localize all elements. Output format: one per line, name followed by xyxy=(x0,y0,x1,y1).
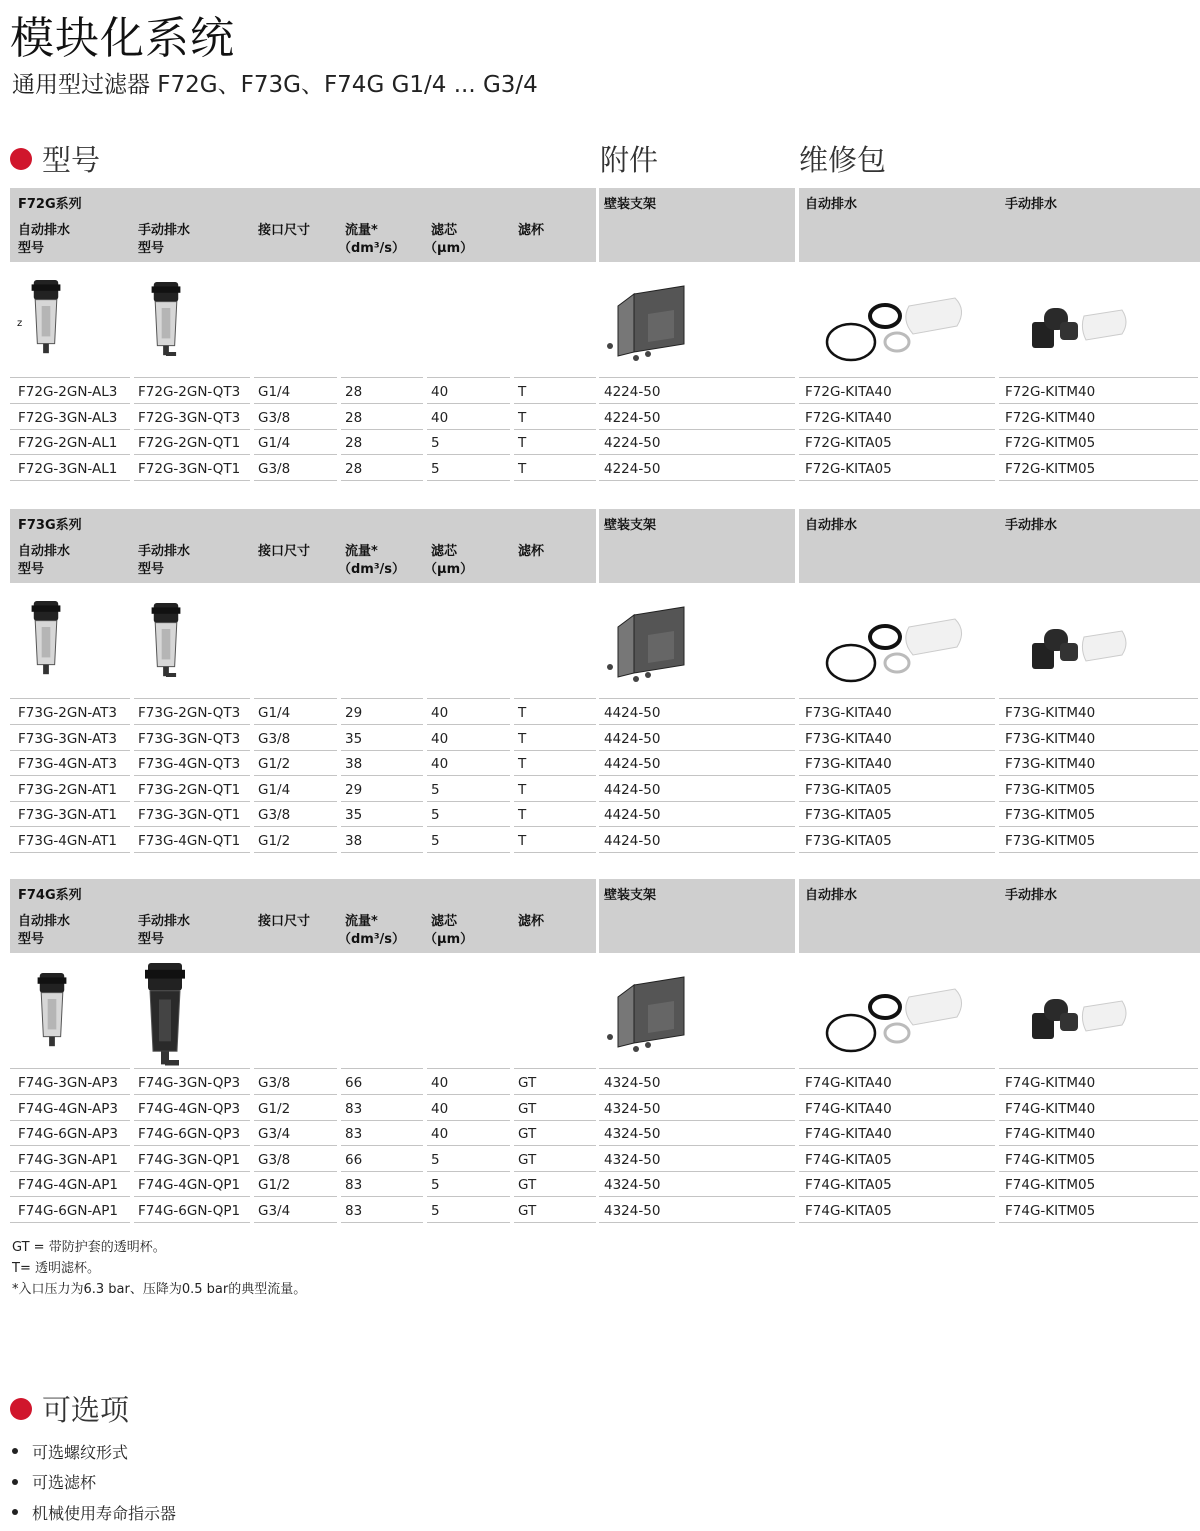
table-cell: 40 xyxy=(431,1126,449,1143)
table-cell: GT xyxy=(518,1100,537,1117)
table-cell: F74G-3GN-QP3 xyxy=(138,1075,241,1091)
table-cell: F74G-6GN-QP1 xyxy=(138,1203,241,1219)
table-row xyxy=(0,455,1200,481)
table-cell: F74G-KITA40 xyxy=(805,1126,892,1143)
manual-drain-filter-icon xyxy=(148,601,184,681)
table-cell: F73G-KITM05 xyxy=(1005,833,1096,849)
table-cell: 40 xyxy=(431,1075,449,1091)
table-cell: F73G-KITM05 xyxy=(1005,781,1096,798)
rule-segment xyxy=(514,480,596,481)
table-row xyxy=(0,801,1200,827)
table-cell: G1/4 xyxy=(258,705,291,721)
table-cell: F74G-6GN-QP3 xyxy=(138,1126,241,1143)
table-cell: F72G-3GN-QT1 xyxy=(138,460,241,477)
table-cell: 83 xyxy=(345,1100,363,1117)
table-cell: GT xyxy=(518,1203,537,1219)
red-dot-icon xyxy=(10,1398,32,1420)
table-cell: F72G-2GN-QT1 xyxy=(138,435,241,452)
col-header-element: 滤芯 xyxy=(431,544,458,559)
rule-segment xyxy=(599,852,795,853)
table-cell: 5 xyxy=(431,807,440,824)
page-subtitle: 通用型过滤器 F72G、F73G、F74G G1/4 ... G3/4 xyxy=(12,72,538,98)
table-row xyxy=(0,776,1200,802)
col-header-manual-kit: 手动排水 xyxy=(1005,518,1058,533)
rule-segment xyxy=(134,1222,250,1223)
col-header-flow: 流量* xyxy=(345,223,378,238)
table-cell: 28 xyxy=(345,460,363,477)
table-cell: F73G-KITM40 xyxy=(1005,705,1096,721)
table-cell: F74G-4GN-QP3 xyxy=(138,1100,241,1117)
table-cell: 5 xyxy=(431,1203,440,1219)
red-dot-icon xyxy=(10,148,32,170)
section-options xyxy=(10,1388,129,1429)
col-header-manual-kit: 手动排水 xyxy=(1005,888,1058,903)
rule-segment xyxy=(341,1222,423,1223)
table-cell: 4224-50 xyxy=(604,435,661,452)
rule-segment xyxy=(514,852,596,853)
col-header-manual-drain-model: 型号 xyxy=(138,241,165,256)
table-cell: F72G-KITA05 xyxy=(805,460,892,477)
col-header-element-unit: （μm） xyxy=(424,241,474,256)
table-row xyxy=(0,378,1200,404)
option-label: 可选滤杯 xyxy=(32,1473,97,1493)
col-header-manual-drain-model: 型号 xyxy=(138,932,165,947)
table-row xyxy=(0,1146,1200,1172)
table-cell: F72G-KITM05 xyxy=(1005,435,1096,452)
table-cell: F74G-4GN-QP1 xyxy=(138,1177,241,1194)
col-header-bowl: 滤杯 xyxy=(518,914,545,929)
series-name: F73G系列 xyxy=(18,518,82,533)
table-cell: F73G-2GN-QT3 xyxy=(138,705,241,721)
rule-segment xyxy=(254,480,337,481)
table-cell: F74G-4GN-AP1 xyxy=(18,1177,118,1194)
table-cell: T xyxy=(518,705,527,721)
table-cell: F73G-KITA05 xyxy=(805,833,892,849)
table-cell: F74G-KITM05 xyxy=(1005,1151,1096,1168)
rule-segment xyxy=(341,852,423,853)
manual-drain-kit-icon xyxy=(1030,298,1130,358)
col-header-bowl: 滤杯 xyxy=(518,223,545,238)
table-cell: F73G-KITA40 xyxy=(805,730,892,747)
rule-segment xyxy=(999,1222,1198,1223)
table-row xyxy=(0,699,1200,725)
table-cell: 40 xyxy=(431,409,449,426)
col-header-manual-drain: 手动排水 xyxy=(138,223,191,238)
options-list xyxy=(12,1436,176,1528)
table-cell: G3/8 xyxy=(258,460,291,477)
table-cell: F74G-KITM40 xyxy=(1005,1100,1096,1117)
table-cell: G3/8 xyxy=(258,1075,291,1091)
auto-drain-filter-icon xyxy=(34,971,70,1051)
table-cell: F72G-3GN-AL1 xyxy=(18,460,118,477)
table-cell: F73G-KITA05 xyxy=(805,781,892,798)
table-cell: G1/4 xyxy=(258,384,291,400)
table-row xyxy=(0,725,1200,751)
table-cell: 35 xyxy=(345,730,363,747)
table-cell: 35 xyxy=(345,807,363,824)
col-header-manual-kit: 手动排水 xyxy=(1005,197,1058,212)
table-cell: T xyxy=(518,833,527,849)
table-cell: 40 xyxy=(431,730,449,747)
table-cell: 29 xyxy=(345,705,363,721)
table-cell: G1/2 xyxy=(258,1177,291,1194)
table-cell: 5 xyxy=(431,833,440,849)
table-cell: 5 xyxy=(431,781,440,798)
table-top-rule xyxy=(0,1043,1200,1069)
table-cell: F73G-3GN-AT1 xyxy=(18,807,118,824)
table-cell: 40 xyxy=(431,1100,449,1117)
table-cell: 5 xyxy=(431,435,440,452)
table-cell: F73G-KITM05 xyxy=(1005,807,1096,824)
table-cell: T xyxy=(518,460,527,477)
table-cell: F73G-3GN-QT1 xyxy=(138,807,241,824)
table-cell: 38 xyxy=(345,756,363,773)
table-row xyxy=(0,750,1200,776)
table-cell: F74G-KITM40 xyxy=(1005,1075,1096,1091)
table-cell: F74G-KITA05 xyxy=(805,1177,892,1194)
table-cell: F72G-KITM40 xyxy=(1005,384,1096,400)
table-cell: 5 xyxy=(431,1151,440,1168)
table-cell: F74G-3GN-AP1 xyxy=(18,1151,118,1168)
table-top-rule xyxy=(0,673,1200,699)
table-cell: 40 xyxy=(431,384,449,400)
table-cell: F72G-KITM40 xyxy=(1005,409,1096,426)
col-header-auto-kit: 自动排水 xyxy=(805,888,858,903)
section-models xyxy=(10,138,100,179)
table-cell: 83 xyxy=(345,1126,363,1143)
image-mark: z xyxy=(17,318,23,329)
col-header-element-unit: （μm） xyxy=(424,562,474,577)
table-cell: F72G-2GN-QT3 xyxy=(138,384,241,400)
bullet-icon xyxy=(12,1448,18,1454)
footnote: GT = 带防护套的透明杯。 xyxy=(12,1240,166,1255)
table-cell: F74G-4GN-AP3 xyxy=(18,1100,118,1117)
table-cell: 4424-50 xyxy=(604,807,661,824)
col-header-bracket: 壁装支架 xyxy=(604,888,657,903)
rule-segment xyxy=(254,1222,337,1223)
table-cell: F72G-KITA40 xyxy=(805,384,892,400)
auto-drain-filter-icon xyxy=(28,278,64,358)
col-header-auto-drain-model: 型号 xyxy=(18,241,45,256)
col-header-auto-drain: 自动排水 xyxy=(18,223,71,238)
rule-segment xyxy=(341,480,423,481)
table-cell: T xyxy=(518,756,527,773)
table-cell: T xyxy=(518,781,527,798)
col-header-port: 接口尺寸 xyxy=(258,223,311,238)
rule-segment xyxy=(427,852,510,853)
table-cell: G3/8 xyxy=(258,730,291,747)
footnote: T= 透明滤杯。 xyxy=(12,1261,100,1276)
table-cell: F72G-KITA05 xyxy=(805,435,892,452)
table-cell: F73G-4GN-AT1 xyxy=(18,833,118,849)
table-cell: 4324-50 xyxy=(604,1177,661,1194)
table-cell: F72G-KITA40 xyxy=(805,409,892,426)
rule-segment xyxy=(10,852,130,853)
table-cell: F72G-3GN-QT3 xyxy=(138,409,241,426)
table-cell: F74G-KITM05 xyxy=(1005,1203,1096,1219)
section-options-label: 可选项 xyxy=(42,1393,130,1427)
table-cell: F72G-2GN-AL1 xyxy=(18,435,118,452)
option-item xyxy=(12,1497,176,1528)
header-bar-kits xyxy=(799,509,1200,583)
table-cell: G3/8 xyxy=(258,807,291,824)
table-cell: G1/4 xyxy=(258,435,291,452)
table-cell: GT xyxy=(518,1075,537,1091)
rule-segment xyxy=(799,480,995,481)
col-header-port: 接口尺寸 xyxy=(258,544,311,559)
table-cell: G3/8 xyxy=(258,1151,291,1168)
table-cell: F74G-KITM40 xyxy=(1005,1126,1096,1143)
table-cell: 29 xyxy=(345,781,363,798)
auto-drain-filter-icon xyxy=(28,599,64,679)
option-item xyxy=(12,1436,176,1467)
table-cell: F73G-2GN-AT1 xyxy=(18,781,118,798)
table-cell: 66 xyxy=(345,1151,363,1168)
rule-segment xyxy=(134,852,250,853)
col-header-flow: 流量* xyxy=(345,544,378,559)
rule-segment xyxy=(999,852,1198,853)
series-name: F74G系列 xyxy=(18,888,82,903)
rule-segment xyxy=(599,1222,795,1223)
table-cell: F73G-KITA40 xyxy=(805,756,892,773)
rule-segment xyxy=(10,480,130,481)
table-cell: 4324-50 xyxy=(604,1126,661,1143)
table-cell: 4224-50 xyxy=(604,460,661,477)
table-row xyxy=(0,1197,1200,1223)
table-cell: 5 xyxy=(431,1177,440,1194)
table-cell: 83 xyxy=(345,1203,363,1219)
bullet-icon xyxy=(12,1479,18,1485)
table-cell: G3/4 xyxy=(258,1126,291,1143)
bullet-icon xyxy=(12,1509,18,1515)
col-header-manual-drain: 手动排水 xyxy=(138,914,191,929)
table-cell: 66 xyxy=(345,1075,363,1091)
table-cell: F74G-KITA40 xyxy=(805,1100,892,1117)
table-row xyxy=(0,404,1200,430)
col-header-bracket: 壁装支架 xyxy=(604,518,657,533)
table-cell: 83 xyxy=(345,1177,363,1194)
table-cell: F74G-6GN-AP3 xyxy=(18,1126,118,1143)
rule-segment xyxy=(254,852,337,853)
col-header-auto-kit: 自动排水 xyxy=(805,197,858,212)
section-kits: 维修包 xyxy=(799,143,887,177)
section-accessories: 附件 xyxy=(600,143,659,177)
table-row xyxy=(0,1095,1200,1121)
col-header-manual-drain-model: 型号 xyxy=(138,562,165,577)
option-label: 机械使用寿命指示器 xyxy=(32,1503,177,1523)
col-header-flow: 流量* xyxy=(345,914,378,929)
rule-segment xyxy=(514,1222,596,1223)
col-header-auto-kit: 自动排水 xyxy=(805,518,858,533)
table-cell: 4324-50 xyxy=(604,1075,661,1091)
table-cell: T xyxy=(518,435,527,452)
table-cell: 4424-50 xyxy=(604,730,661,747)
col-header-bracket: 壁装支架 xyxy=(604,197,657,212)
table-cell: 4424-50 xyxy=(604,705,661,721)
header-bar-kits xyxy=(799,879,1200,953)
rule-segment xyxy=(799,852,995,853)
table-cell: G3/8 xyxy=(258,409,291,426)
rule-segment xyxy=(134,480,250,481)
rule-segment xyxy=(999,480,1198,481)
table-cell: GT xyxy=(518,1177,537,1194)
table-cell: F73G-KITM40 xyxy=(1005,756,1096,773)
table-cell: G1/2 xyxy=(258,1100,291,1117)
col-header-flow-unit: （dm³/s） xyxy=(338,562,406,577)
table-cell: G1/2 xyxy=(258,833,291,849)
table-cell: 4224-50 xyxy=(604,384,661,400)
table-cell: 28 xyxy=(345,409,363,426)
col-header-manual-drain: 手动排水 xyxy=(138,544,191,559)
manual-drain-kit-icon xyxy=(1030,619,1130,679)
option-label: 可选螺纹形式 xyxy=(32,1442,129,1462)
col-header-auto-drain: 自动排水 xyxy=(18,914,71,929)
table-cell: GT xyxy=(518,1126,537,1143)
rule-segment xyxy=(427,480,510,481)
table-cell: F73G-2GN-AT3 xyxy=(18,705,118,721)
table-cell: 4324-50 xyxy=(604,1100,661,1117)
table-cell: T xyxy=(518,730,527,747)
table-cell: 4324-50 xyxy=(604,1203,661,1219)
col-header-auto-drain: 自动排水 xyxy=(18,544,71,559)
manual-drain-filter-icon xyxy=(148,280,184,360)
table-cell: 5 xyxy=(431,460,440,477)
table-row xyxy=(0,1069,1200,1095)
table-cell: F73G-2GN-QT1 xyxy=(138,781,241,798)
col-header-element-unit: （μm） xyxy=(424,932,474,947)
table-top-rule xyxy=(0,352,1200,378)
table-cell: F74G-3GN-QP1 xyxy=(138,1151,241,1168)
table-cell: F74G-6GN-AP1 xyxy=(18,1203,118,1219)
rule-segment xyxy=(10,1222,130,1223)
table-row xyxy=(0,429,1200,455)
table-cell: 28 xyxy=(345,435,363,452)
product-image xyxy=(28,278,64,362)
table-row xyxy=(0,1171,1200,1197)
table-row xyxy=(0,827,1200,853)
table-cell: F73G-KITA40 xyxy=(805,705,892,721)
table-cell: F73G-4GN-AT3 xyxy=(18,756,118,773)
product-image xyxy=(28,599,64,683)
table-cell: F72G-2GN-AL3 xyxy=(18,384,118,400)
table-cell: G1/2 xyxy=(258,756,291,773)
table-cell: 40 xyxy=(431,756,449,773)
section-models-label: 型号 xyxy=(42,143,101,177)
col-header-flow-unit: （dm³/s） xyxy=(338,241,406,256)
table-row xyxy=(0,1120,1200,1146)
col-header-auto-drain-model: 型号 xyxy=(18,932,45,947)
manual-drain-kit-icon xyxy=(1030,989,1130,1049)
table-cell: 4424-50 xyxy=(604,781,661,798)
col-header-flow-unit: （dm³/s） xyxy=(338,932,406,947)
table-cell: F73G-4GN-QT3 xyxy=(138,756,241,773)
col-header-auto-drain-model: 型号 xyxy=(18,562,45,577)
table-cell: T xyxy=(518,409,527,426)
table-cell: 4224-50 xyxy=(604,409,661,426)
table-cell: F73G-4GN-QT1 xyxy=(138,833,241,849)
table-cell: F74G-KITA40 xyxy=(805,1075,892,1091)
rule-segment xyxy=(599,480,795,481)
rule-segment xyxy=(427,1222,510,1223)
table-cell: G1/4 xyxy=(258,781,291,798)
table-cell: F72G-KITM05 xyxy=(1005,460,1096,477)
table-cell: 38 xyxy=(345,833,363,849)
table-cell: F73G-KITA05 xyxy=(805,807,892,824)
table-cell: F74G-KITA05 xyxy=(805,1203,892,1219)
table-cell: 28 xyxy=(345,384,363,400)
table-cell: F73G-3GN-AT3 xyxy=(18,730,118,747)
table-cell: G3/4 xyxy=(258,1203,291,1219)
table-cell: F73G-3GN-QT3 xyxy=(138,730,241,747)
series-name: F72G系列 xyxy=(18,197,82,212)
table-cell: T xyxy=(518,384,527,400)
footnote: *入口压力为6.3 bar、压降为0.5 bar的典型流量。 xyxy=(12,1282,307,1297)
table-cell: F74G-3GN-AP3 xyxy=(18,1075,118,1091)
table-cell: F72G-3GN-AL3 xyxy=(18,409,118,426)
col-header-port: 接口尺寸 xyxy=(258,914,311,929)
table-cell: F73G-KITM40 xyxy=(1005,730,1096,747)
page-title: 模块化系统 xyxy=(10,13,235,64)
header-bar-kits xyxy=(799,188,1200,262)
table-cell: 40 xyxy=(431,705,449,721)
col-header-element: 滤芯 xyxy=(431,223,458,238)
table-cell: 4424-50 xyxy=(604,756,661,773)
col-header-element: 滤芯 xyxy=(431,914,458,929)
option-item xyxy=(12,1467,176,1498)
table-cell: 4324-50 xyxy=(604,1151,661,1168)
table-cell: 4424-50 xyxy=(604,833,661,849)
table-cell: F74G-KITM05 xyxy=(1005,1177,1096,1194)
col-header-bowl: 滤杯 xyxy=(518,544,545,559)
table-cell: F74G-KITA05 xyxy=(805,1151,892,1168)
rule-segment xyxy=(799,1222,995,1223)
table-cell: GT xyxy=(518,1151,537,1168)
table-cell: T xyxy=(518,807,527,824)
